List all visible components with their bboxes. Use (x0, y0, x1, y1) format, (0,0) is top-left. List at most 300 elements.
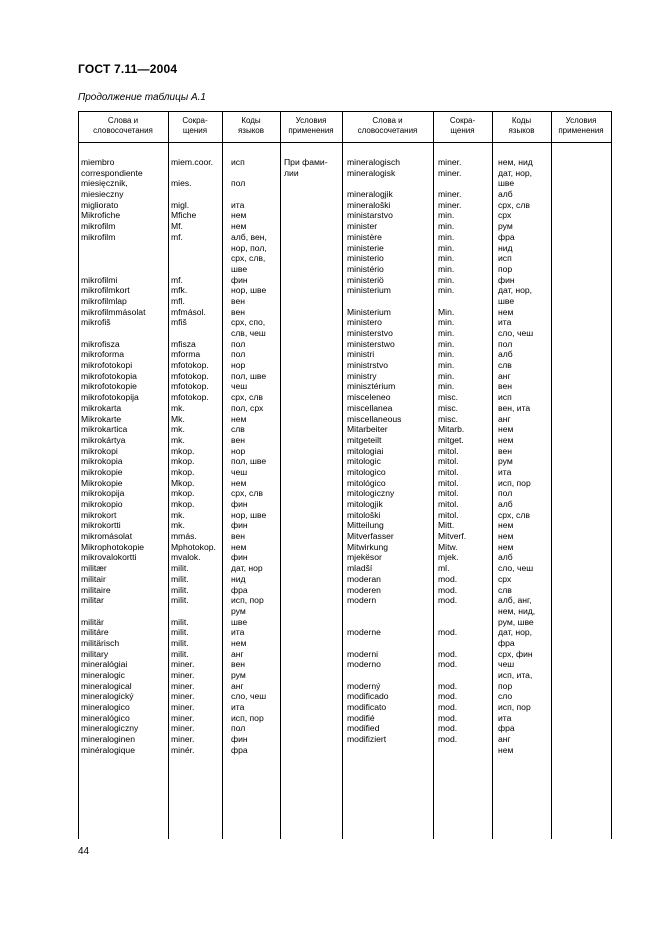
table-cell: ministério (347, 263, 384, 274)
table-cell: Mitw. (438, 541, 458, 552)
table-cell: mineralogisch (347, 157, 401, 167)
table-cell: Mphotokop. (171, 541, 216, 552)
table-cell: исп, пор (231, 712, 264, 723)
table-cell: вен (231, 659, 245, 670)
table-cell: mitol. (438, 466, 459, 477)
table-cell: miner. (171, 734, 195, 745)
table-cell: срх, слв (498, 199, 530, 210)
table-cell: modificado (347, 691, 389, 702)
table-cell: mfotokop. (171, 360, 209, 371)
table-cell: дат, нор, (498, 167, 533, 178)
table-cell: moderno (347, 659, 381, 670)
table-cell: фин (231, 552, 248, 563)
table-cell: сло, чеш (498, 328, 534, 338)
table-cell: mitol. (438, 488, 459, 499)
table-cell: mikrokartica (81, 424, 128, 435)
table-cell: ministrstvo (347, 360, 389, 371)
table-cell: moderne (347, 627, 381, 638)
table-cell: срх (498, 573, 512, 584)
table-cell: рум, шве (498, 616, 534, 627)
table-cell: miem.coor. (171, 157, 214, 167)
table-cell: вен (231, 531, 245, 542)
table-cell (347, 606, 401, 617)
left-conditions-column (284, 157, 328, 178)
table-cell: шве (231, 263, 248, 274)
table-cell: mikrofilm (81, 221, 116, 232)
table-cell: анг (231, 680, 244, 691)
table-cell: фра (231, 584, 248, 595)
table-cell (438, 606, 466, 617)
table-cell: нем (498, 424, 514, 435)
left-abbreviations-column (171, 157, 216, 756)
table-cell: Mitwirkung (347, 541, 389, 552)
table-cell: вен (231, 295, 245, 306)
table-cell: mjekësor (347, 552, 382, 563)
right-language-codes-column (498, 157, 535, 756)
table-cell: mfotokop. (171, 370, 209, 381)
table-cell: вен, ита (498, 402, 531, 413)
table-cell: mineralogical (81, 680, 132, 691)
table-cell: вен (498, 381, 512, 392)
table-cell: mies. (171, 178, 192, 189)
table-cell: шве (498, 295, 515, 306)
table-cell: mod. (438, 680, 458, 691)
column-header: Сокра- щения (182, 116, 208, 135)
table-cell: срх, слв (231, 488, 263, 499)
table-cell: mkop. (171, 499, 195, 509)
table-cell: mikrofotokopia (81, 370, 137, 381)
table-cell: фра (498, 637, 515, 648)
table-cell: miner. (438, 157, 462, 167)
table-cell: mikrofiš (81, 317, 111, 328)
table-cell: miner. (171, 712, 195, 723)
table-cell: min. (438, 328, 455, 338)
table-cell: слв (498, 584, 512, 595)
table-cell: mitgeteilt (347, 434, 382, 445)
col-border (78, 111, 79, 839)
table-cell: mineralogiczny (81, 723, 139, 734)
table-cell: milit. (171, 627, 189, 638)
table-cell: Ministerium (347, 306, 391, 317)
table-cell (347, 638, 401, 649)
table-cell (81, 606, 145, 617)
column-header: Коды языков (237, 116, 265, 135)
table-cell: нор (231, 360, 246, 371)
table-cell: фин (231, 499, 248, 509)
table-cell: пол, шве (231, 456, 267, 467)
table-cell: minister (347, 221, 378, 232)
table-cell: mfotokop. (171, 381, 209, 392)
table-cell: вен (231, 306, 245, 317)
table-cell: milit. (171, 616, 189, 627)
table-cell: нем, нид (498, 157, 533, 167)
table-cell: вен (498, 445, 512, 456)
table-cell: mineralógico (81, 712, 130, 723)
table-cell: mitološki (347, 509, 381, 520)
table-cell: min. (438, 285, 455, 296)
table-cell (438, 670, 466, 681)
table-cell: дат, нор (231, 563, 263, 574)
table-cell: militaire (81, 584, 111, 595)
table-cell: нем (498, 520, 514, 531)
table-cell: mikrokopija (81, 488, 125, 499)
table-cell: ита (231, 199, 245, 210)
table-cell: нор, пол, (231, 242, 267, 253)
column-header: Сокра- щения (449, 116, 476, 135)
table-cell: срх (498, 210, 512, 221)
table-cell: пол, срх (231, 402, 264, 413)
table-cell: mikrofilmi (81, 274, 118, 285)
table-cell (171, 189, 216, 200)
table-cell: migliorato (81, 199, 119, 210)
table-cell: шве (498, 178, 515, 189)
table-cell: mmás. (171, 531, 197, 542)
table-cell: рум (231, 605, 246, 616)
table-cell: срх, спо, (231, 317, 266, 328)
table-cell (81, 264, 145, 275)
table-cell: milit. (171, 595, 189, 606)
table-cell (347, 178, 401, 189)
table-cell: ministerie (347, 242, 384, 253)
col-border (168, 111, 169, 839)
table-cell: mineralogisk (347, 167, 396, 178)
table-cell: mk. (171, 434, 185, 445)
table-cell: рум (231, 670, 246, 680)
table-cell (81, 243, 145, 254)
table-cell: militair (81, 573, 106, 584)
table-cell: mikrofotokopi (81, 360, 133, 371)
table-cell: mitologjik (347, 499, 383, 509)
table-cell: modificato (347, 702, 387, 713)
table-cell: min. (438, 242, 455, 253)
col-border (492, 111, 493, 839)
table-cell: militáre (81, 627, 109, 638)
table-cell: misc. (438, 392, 459, 403)
table-cell: mineraloginen (81, 734, 135, 745)
table-cell: слв (231, 424, 245, 435)
table-cell: пор (498, 680, 513, 691)
table-cell: Mitteilung (347, 520, 384, 531)
table-cell: mikrofilmkort (81, 285, 130, 296)
table-cell: срх, слв (231, 392, 263, 403)
table-cell: mod. (438, 691, 458, 702)
table-cell: слв, чеш (231, 328, 266, 338)
table-cell: нор, шве (231, 509, 267, 520)
table-cell: ministri (347, 349, 375, 360)
left-words-column (81, 157, 145, 756)
table-cell: нем (498, 744, 514, 755)
table-cell: ministerstvo (347, 328, 393, 338)
table-cell: minér. (171, 744, 195, 755)
table-cell: ministerio (347, 253, 384, 264)
table-cell (231, 189, 267, 200)
table-cell: рум (498, 221, 513, 232)
table-cell: чеш (231, 381, 248, 392)
table-cell: mod. (438, 573, 458, 584)
table-cell: mikrofilm (81, 231, 116, 242)
table-cell: mikrokopie (81, 466, 123, 477)
table-cell: нид (231, 573, 246, 584)
table-cell: анг (498, 413, 511, 424)
table-cell: modified (347, 723, 380, 734)
table-cell: сло, чеш (231, 691, 267, 702)
table-cell (81, 253, 145, 264)
table-cell: алб (498, 499, 513, 509)
table-cell: сло (498, 691, 513, 702)
table-cell: нем (231, 637, 247, 648)
table-cell: miembro (81, 157, 115, 167)
table-cell: minisztérium (347, 381, 396, 392)
table-cell: mikromásolat (81, 531, 133, 542)
table-cell: алб (498, 189, 513, 200)
table-cell (347, 296, 401, 307)
table-cell: min. (438, 221, 455, 232)
table-cell: Mikrokopie (81, 477, 123, 488)
table-cell: min. (438, 253, 455, 264)
table-cell: фин (498, 274, 515, 285)
table-cell: дат, нор, (498, 285, 533, 296)
table-cell: mineralogico (81, 702, 130, 713)
table-cell: Mk. (171, 413, 185, 424)
table-cell: miner. (438, 199, 462, 210)
table-cell: вен (231, 434, 245, 445)
table-cell: mod. (438, 584, 458, 595)
table-cell: mfmásol. (171, 306, 206, 317)
table-cell: mineraloški (347, 199, 391, 210)
table-cell: milit. (171, 573, 189, 584)
table-cell: алб, вен, (231, 231, 267, 242)
table-cell: mod. (438, 595, 458, 606)
table-cell: mikrofotokopie (81, 381, 137, 392)
table-cell: исп (498, 253, 512, 264)
table-cell: mfl. (171, 295, 185, 306)
table-cell: min. (438, 231, 455, 242)
table-cell: moderan (347, 573, 381, 584)
column-header: Условия применения (558, 116, 604, 135)
table-cell: Min. (438, 306, 455, 317)
table-cell: miner. (171, 702, 195, 713)
table-cell: нем (231, 413, 247, 424)
table-cell: militär (81, 616, 104, 627)
table-cell: mkop. (171, 466, 195, 477)
table-cell: ита (498, 466, 512, 477)
table-cell: militärisch (81, 637, 120, 648)
table-cell: mvalok. (171, 552, 201, 563)
table-cell: mikrokortti (81, 520, 121, 531)
table-cell: Mfiche (171, 210, 197, 221)
table-cell (438, 178, 466, 189)
table-cell (171, 606, 216, 617)
page-number: 44 (78, 846, 90, 857)
table-cell: ministeriö (347, 274, 384, 285)
table-cell: исп (231, 157, 245, 167)
table-cell: mikrokártya (81, 434, 126, 445)
table-cell: алб (498, 349, 513, 360)
table-cell: militar (81, 595, 104, 606)
table-cell (438, 617, 466, 628)
table-cell: алб, анг, (498, 595, 532, 606)
column-header: Слова и словосочетания (93, 116, 153, 135)
table-cell: сло, чеш (498, 563, 534, 574)
table-cell: mfiš (171, 317, 187, 328)
table-cell (438, 296, 466, 307)
table-cell: ministry (347, 370, 377, 381)
col-border (222, 111, 223, 839)
right-words-column (347, 157, 401, 745)
table-cell: miner. (171, 659, 195, 670)
table-cell: mitol. (438, 509, 459, 520)
table-cell: mfk. (171, 285, 188, 296)
table-cell: mineralogic (81, 670, 125, 680)
table-cell: пол (231, 349, 246, 360)
table-cell: mod. (438, 734, 458, 745)
column-header: Коды языков (508, 116, 535, 135)
table-cell (171, 264, 216, 275)
table-cell: исп, пор (498, 477, 531, 488)
table-cell: mfisza (171, 338, 196, 349)
table-cell: ministerstwo (347, 338, 395, 349)
table-cell: mikrokopio (81, 499, 123, 509)
table-cell: misc. (438, 402, 459, 413)
table-cell: mjek. (438, 552, 459, 563)
table-cell: mitologiczny (347, 488, 395, 499)
table-cell: фра (231, 744, 248, 755)
table-cell: mikrovalokortti (81, 552, 137, 563)
table-cell: нем (498, 434, 514, 445)
table-cell: mineralogický (81, 691, 134, 702)
table-cell: Mikrophotokopie (81, 541, 145, 552)
table-cell: milit. (171, 637, 189, 648)
table-cell: mod. (438, 648, 458, 659)
table-cell: mladší (347, 563, 373, 574)
table-cell: miner. (438, 189, 462, 200)
table-cell: ита (231, 702, 245, 713)
table-cell: нид (498, 242, 513, 253)
table-cell: нем, нид, (498, 605, 536, 616)
table-cell (171, 253, 216, 264)
table-cell: Mf. (171, 221, 183, 232)
table-cell: фра (498, 723, 515, 734)
table-cell: mikrokopia (81, 456, 123, 467)
table-cell: mforma (171, 349, 201, 360)
col-border (280, 111, 281, 839)
table-cell: исп (498, 392, 512, 403)
table-cell: min. (438, 360, 455, 371)
table-cell (347, 670, 401, 681)
table-top-border (78, 111, 612, 112)
table-cell: min. (438, 338, 455, 349)
table-cell: анг (498, 370, 511, 381)
table-cell: нем (498, 541, 514, 552)
table-cell: milit. (171, 563, 189, 574)
table-cell: нем (498, 306, 514, 317)
table-cell: mk. (171, 424, 185, 435)
table-cell (171, 243, 216, 254)
table-cell: исп, пор (498, 702, 531, 713)
table-cell: misceleneo (347, 392, 391, 403)
table-cell: min. (438, 381, 455, 392)
table-cell: срх, фин (498, 648, 533, 659)
table-cell: mineralógiai (81, 659, 128, 670)
table-cell: miscellaneous (347, 413, 402, 424)
table-cell: пол (231, 723, 246, 734)
table-cell: нор (231, 445, 246, 456)
table-cell: mod. (438, 712, 458, 723)
table-cell: mfotokop. (171, 392, 209, 403)
table-cell: mkop. (171, 488, 195, 499)
table-cell: ита (498, 712, 512, 723)
table-cell: ministarstvo (347, 210, 393, 221)
table-cell: military (81, 648, 109, 659)
table-cell: modifiziert (347, 734, 387, 745)
table-cell: алб (498, 552, 513, 563)
table-cell (347, 617, 401, 628)
table-cell: mineralogjik (347, 189, 393, 200)
table-cell: min. (438, 274, 455, 285)
table-cell: mikrofotokopija (81, 392, 139, 403)
right-abbreviations-column (438, 157, 466, 745)
table-cell: фин (231, 274, 248, 285)
table-cell: miesieczny (81, 189, 124, 200)
table-cell: нем (231, 477, 247, 488)
table-cell: пол, шве (231, 370, 267, 381)
table-cell: mitológico (347, 477, 386, 488)
table-cell: mitol. (438, 499, 459, 509)
table-cell: рум (498, 456, 513, 467)
table-cell: ита (231, 627, 245, 638)
table-cell: пол (498, 488, 513, 499)
table-cell: mikrofilmlap (81, 295, 127, 306)
table-cell: Mikrokarte (81, 413, 122, 424)
table-cell: modifié (347, 712, 375, 723)
table-cell: ита (498, 317, 512, 328)
table-cell: mikroforma (81, 349, 124, 360)
table-cell: misc. (438, 413, 459, 424)
table-cell: mf. (171, 274, 183, 285)
table-cell: mod. (438, 702, 458, 713)
table-cell: Mitverfasser (347, 531, 394, 542)
table-cell: mk. (171, 402, 185, 413)
header-separator (78, 142, 612, 143)
table-cell: min. (438, 317, 455, 328)
table-cell: фин (231, 520, 248, 531)
table-cell: minéralogique (81, 744, 135, 755)
table-cell: mod. (438, 659, 458, 670)
table-cell: пол (231, 178, 246, 189)
table-cell: migl. (171, 199, 190, 210)
table-cell: пор (498, 263, 513, 274)
table-cell: чеш (498, 659, 515, 670)
table-cell: Mkop. (171, 477, 195, 488)
table-cell: mod. (438, 723, 458, 734)
table-cell: min. (438, 349, 455, 360)
table-cell: mikrokopi (81, 445, 118, 456)
table-cell: ml. (438, 563, 450, 574)
table-cell: дат, нор, (498, 627, 533, 638)
table-cell: modern (347, 595, 377, 606)
table-cell: При фами- (284, 157, 328, 167)
table-cell: mf. (171, 231, 183, 242)
table-cell: min. (438, 370, 455, 381)
table-cell: min. (438, 263, 455, 274)
table-cell: moderný (347, 680, 381, 691)
table-cell: mitologiai (347, 445, 384, 456)
table-cell (438, 638, 466, 649)
table-cell: mkop. (171, 445, 195, 456)
table-cell: пол (498, 338, 513, 349)
table-cell: нем (231, 541, 247, 552)
table-cell: чеш (231, 466, 248, 477)
